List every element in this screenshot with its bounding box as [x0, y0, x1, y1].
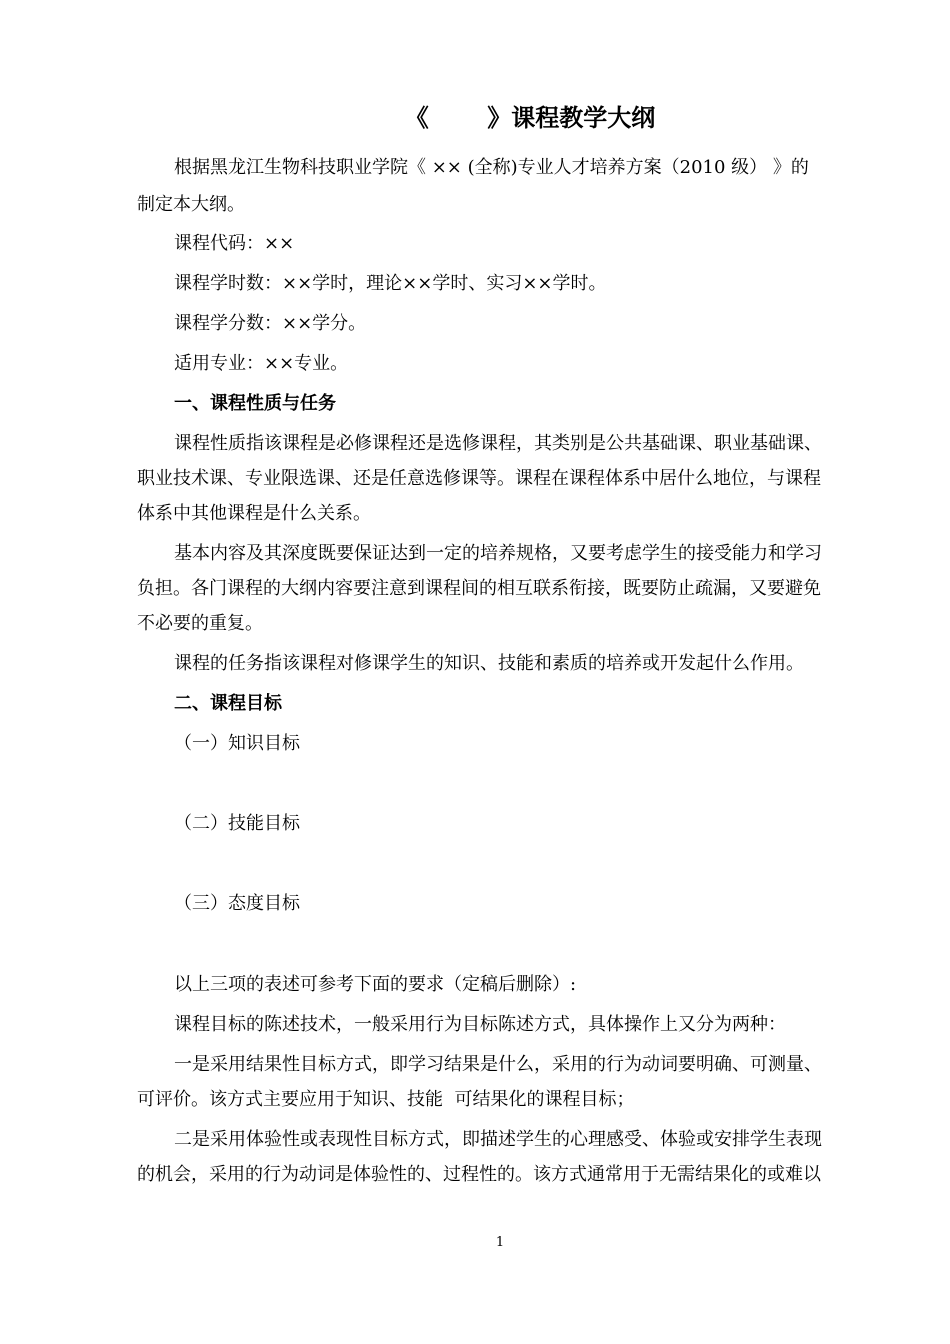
s1-paragraph-3-line-1: 课程的任务指该课程对修课学生的知识、技能和素质的培养或开发起什么作用。	[174, 653, 804, 674]
course-hours: 课程学时数：××学时，理论××学时、实习××学时。	[174, 273, 607, 294]
note-paragraph-2-line-1: 二是采用体验性或表现性目标方式，即描述学生的心理感受、体验或安排学生表现	[174, 1129, 822, 1150]
note-line-2: 课程目标的陈述技术，一般采用行为目标陈述方式，具体操作上又分为两种：	[174, 1014, 786, 1035]
subsection-skill-goals: （二）技能目标	[174, 813, 300, 834]
applicable-major: 适用专业：××专业。	[174, 353, 349, 374]
note-paragraph-1-line-2: 可评价。该方式主要应用于知识、技能 可结果化的课程目标；	[137, 1089, 635, 1110]
section-2-heading: 二、课程目标	[174, 693, 282, 714]
intro-line-1: 根据黑龙江生物科技职业学院《 ×× (全称)专业人才培养方案（2010 级） 》的	[174, 157, 809, 178]
page-number: 1	[495, 1235, 505, 1250]
course-code: 课程代码：××	[174, 233, 295, 254]
subsection-knowledge-goals: （一）知识目标	[174, 733, 300, 754]
s1-paragraph-1-line-3: 体系中其他课程是什么关系。	[137, 503, 371, 524]
course-credits: 课程学分数：××学分。	[174, 313, 367, 334]
s1-paragraph-2-line-2: 负担。各门课程的大纲内容要注意到课程间的相互联系衔接，既要防止疏漏，又要避免	[137, 578, 821, 599]
subsection-attitude-goals: （三）态度目标	[174, 893, 300, 914]
note-line-1: 以上三项的表述可参考下面的要求（定稿后删除）:	[174, 974, 577, 995]
s1-paragraph-1-line-2: 职业技术课、专业限选课、还是任意选修课等。课程在课程体系中居什么地位，与课程	[137, 468, 821, 489]
document-title: 《 》课程教学大纲	[404, 104, 656, 132]
section-1-heading: 一、课程性质与任务	[174, 393, 336, 414]
s1-paragraph-1-line-1: 课程性质指该课程是必修课程还是选修课程，其类别是公共基础课、职业基础课、	[174, 433, 822, 454]
note-paragraph-1-line-1: 一是采用结果性目标方式，即学习结果是什么，采用的行为动词要明确、可测量、	[174, 1054, 822, 1075]
note-paragraph-2-line-2: 的机会，采用的行为动词是体验性的、过程性的。该方式通常用于无需结果化的或难以	[137, 1164, 821, 1185]
s1-paragraph-2-line-1: 基本内容及其深度既要保证达到一定的培养规格，又要考虑学生的接受能力和学习	[174, 543, 822, 564]
s1-paragraph-2-line-3: 不必要的重复。	[137, 613, 263, 634]
intro-line-2: 制定本大纲。	[137, 194, 245, 215]
